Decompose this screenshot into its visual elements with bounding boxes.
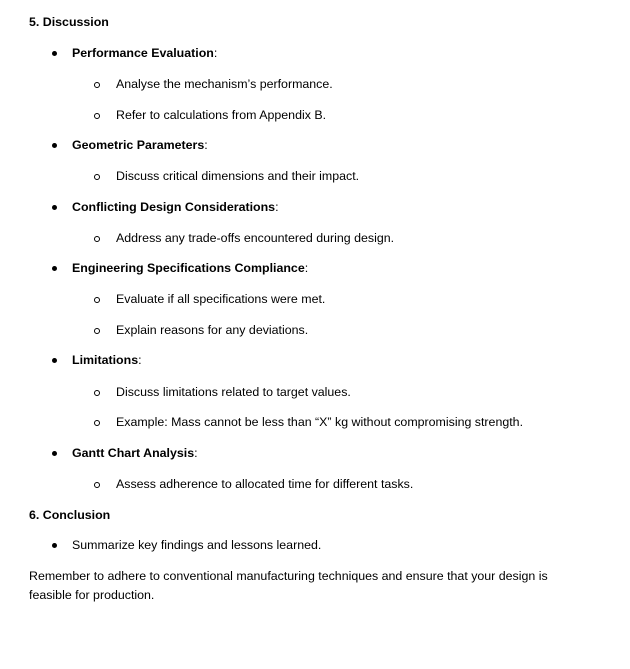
circle-bullet-icon <box>94 82 100 88</box>
list-item-performance-evaluation <box>72 45 217 61</box>
circle-bullet-icon <box>94 297 100 303</box>
bullet-icon <box>52 543 57 548</box>
bullet-icon <box>52 143 57 148</box>
sub-item: Discuss critical dimensions and their impact. <box>116 169 360 183</box>
section-heading-conclusion: 6. Conclusion <box>29 508 111 522</box>
bullet-icon <box>52 451 57 456</box>
list-item-conflicting-design-considerations <box>72 199 279 215</box>
list-item-limitations <box>72 352 142 368</box>
closing-paragraph-line-1: Remember to adhere to conventional manufacturing techniques and ensure that your design is <box>29 569 548 583</box>
sub-item: Refer to calculations from Appendix B. <box>116 108 327 122</box>
sub-item: Assess adherence to allocated time for different tasks. <box>116 477 414 491</box>
section-heading-discussion: 5. Discussion <box>29 15 109 29</box>
circle-bullet-icon <box>94 390 100 396</box>
item-suffix: : <box>213 46 218 60</box>
circle-bullet-icon <box>94 113 100 119</box>
item-label: Conflicting Design Considerations <box>72 200 276 214</box>
list-item-geometric-parameters <box>72 137 208 153</box>
sub-item: Explain reasons for any deviations. <box>116 323 309 337</box>
item-label: Gantt Chart Analysis <box>72 446 195 460</box>
item-label: Performance Evaluation <box>72 46 214 60</box>
circle-bullet-icon <box>94 328 100 334</box>
sub-item: Discuss limitations related to target values. <box>116 385 351 399</box>
item-suffix: : <box>138 353 142 367</box>
item-suffix: : <box>194 446 198 460</box>
item-label: Geometric Parameters <box>72 138 205 152</box>
bullet-icon <box>52 358 57 363</box>
circle-bullet-icon <box>94 420 100 426</box>
sub-item: Address any trade-offs encountered during design. <box>116 231 395 245</box>
circle-bullet-icon <box>94 174 100 180</box>
closing-paragraph-line-2: feasible for production. <box>29 588 155 602</box>
item-label: Limitations <box>72 353 139 367</box>
sub-item: Analyse the mechanism’s performance. <box>116 77 333 91</box>
item-suffix: : <box>304 261 309 275</box>
item-label: Engineering Specifications Compliance <box>72 261 305 275</box>
bullet-icon <box>52 205 57 210</box>
bullet-icon <box>52 266 57 271</box>
item-suffix: : <box>204 138 208 152</box>
list-item-summary: Summarize key findings and lessons learned. <box>72 538 322 552</box>
bullet-icon <box>52 51 57 56</box>
sub-item: Evaluate if all specifications were met. <box>116 292 326 306</box>
list-item-gantt-chart-analysis <box>72 445 198 461</box>
list-item-engineering-specifications-compliance <box>72 260 308 276</box>
item-suffix: : <box>275 200 279 214</box>
circle-bullet-icon <box>94 236 100 242</box>
sub-item: Example: Mass cannot be less than “X” kg without compromising strength. <box>116 415 524 429</box>
circle-bullet-icon <box>94 482 100 488</box>
